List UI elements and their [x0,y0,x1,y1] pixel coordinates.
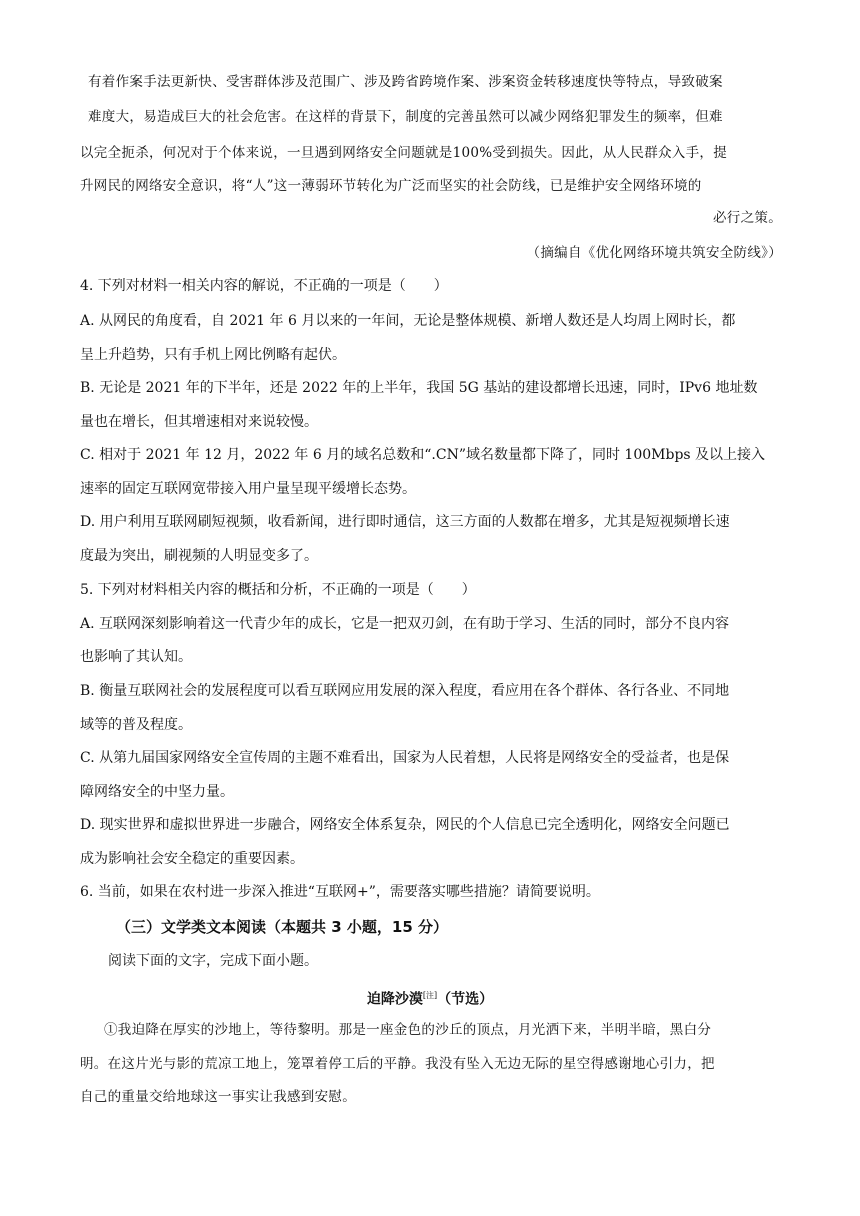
q5-option-b-line2: 域等的普及程度。 [80,717,192,733]
q4-option-b-line1: B. 无论是 2021 年的下半年，还是 2022 年的上半年，我国 5G 基站的建设都增长迅速，同时，IPv6 地址数 [80,380,758,396]
q5-option-b-line1: B. 衡量互联网社会的发展程度可以看互联网应用发展的深入程度，看应用在各个群体、各行各业、不同地 [80,683,730,699]
passage-line-2: 难度大，易造成巨大的社会危害。在这样的背景下，制度的完善虽然可以减少网络犯罪发生的频率，但难 [88,109,723,125]
q4-option-d-line1: D. 用户利用互联网刷短视频，收看新闻，进行即时通信，这三方面的人数都在增多，尤其是短视频增长速 [80,514,730,530]
q4-option-a-line1: A. 从网民的角度看，自 2021 年 6 月以来的一年间，无论是整体规模、新增人数还是人均周上网时长，都 [80,313,736,329]
q4-option-d-line2: 度最为突出，刷视频的人明显变多了。 [80,548,318,564]
story-title-note: [注] [422,991,438,1000]
q5-option-c-line1: C. 从第九届国家网络安全宣传周的主题不难看出，国家为人民着想，人民将是网络安全的受益者，也是保 [80,750,730,766]
story-para1-line1: ①我迫降在厚实的沙地上，等待黎明。那是一座金色的沙丘的顶点，月光洒下来，半明半暗，黑白分 [104,1022,712,1038]
q4-option-c-line1: C. 相对于 2021 年 12 月，2022 年 6 月的域名总数和“.CN”域名数量都下降了，同时 100Mbps 及以上接入 [80,447,766,463]
q5-stem: 5. 下列对材料相关内容的概括和分析，不正确的一项是（ ） [80,582,476,598]
q4-stem: 4. 下列对材料一相关内容的解说，不正确的一项是（ ） [80,278,448,294]
q5-option-d-line2: 成为影响社会安全稳定的重要因素。 [80,851,304,867]
passage-source: （摘编自《优化网络环境共筑安全防线》） [526,245,782,261]
section-instruction: 阅读下面的文字，完成下面小题。 [108,953,318,969]
passage-line-3: 以完全扼杀，何况对于个体来说，一旦遇到网络安全问题就是100%受到损失。因此，从人民群众入手，提 [80,145,727,161]
story-para1-line2: 明。在这片光与影的荒凉工地上，笼罩着停工后的平静。我没有坠入无边无际的星空得感谢地心引力，把 [80,1056,715,1072]
passage-line-5: 必行之策。 [713,210,782,226]
story-para1-line3: 自己的重量交给地球这一事实让我感到安慰。 [80,1089,356,1105]
passage-line-1: 有着作案手法更新快、受害群体涉及范围广、涉及跨省跨境作案、涉案资金转移速度快等特点，导致破案 [88,74,723,90]
q4-option-a-line2: 呈上升趋势，只有手机上网比例略有起伏。 [80,347,346,363]
story-title-suffix: （节选） [437,991,494,1008]
passage-line-4: 升网民的网络安全意识，将“人”这一薄弱环节转化为广泛而坚实的社会防线，已是维护安全网络环境的 [80,178,702,194]
section-heading: （三）文学类文本阅读（本题共 3 小题，15 分） [116,918,448,936]
story-title-text: 迫降沙漠 [366,991,423,1008]
q5-option-c-line2: 障网络安全的中坚力量。 [80,784,234,800]
q6-stem: 6. 当前，如果在农村进一步深入推进“互联网+”，需要落实哪些措施？请简要说明。 [80,884,600,900]
q5-option-a-line1: A. 互联网深刻影响着这一代青少年的成长，它是一把双刃剑，在有助于学习、生活的同时，部分不良内容 [80,616,730,632]
q5-option-d-line1: D. 现实世界和虚拟世界进一步融合，网络安全体系复杂，网民的个人信息已完全透明化，网络安全问题已 [80,817,730,833]
q4-option-b-line2: 量也在增长，但其增速相对来说较慢。 [80,414,318,430]
q5-option-a-line2: 也影响了其认知。 [80,649,192,665]
q4-option-c-line2: 速率的固定互联网宽带接入用户量呈现平缓增长态势。 [80,481,416,497]
story-title [0,986,860,1010]
